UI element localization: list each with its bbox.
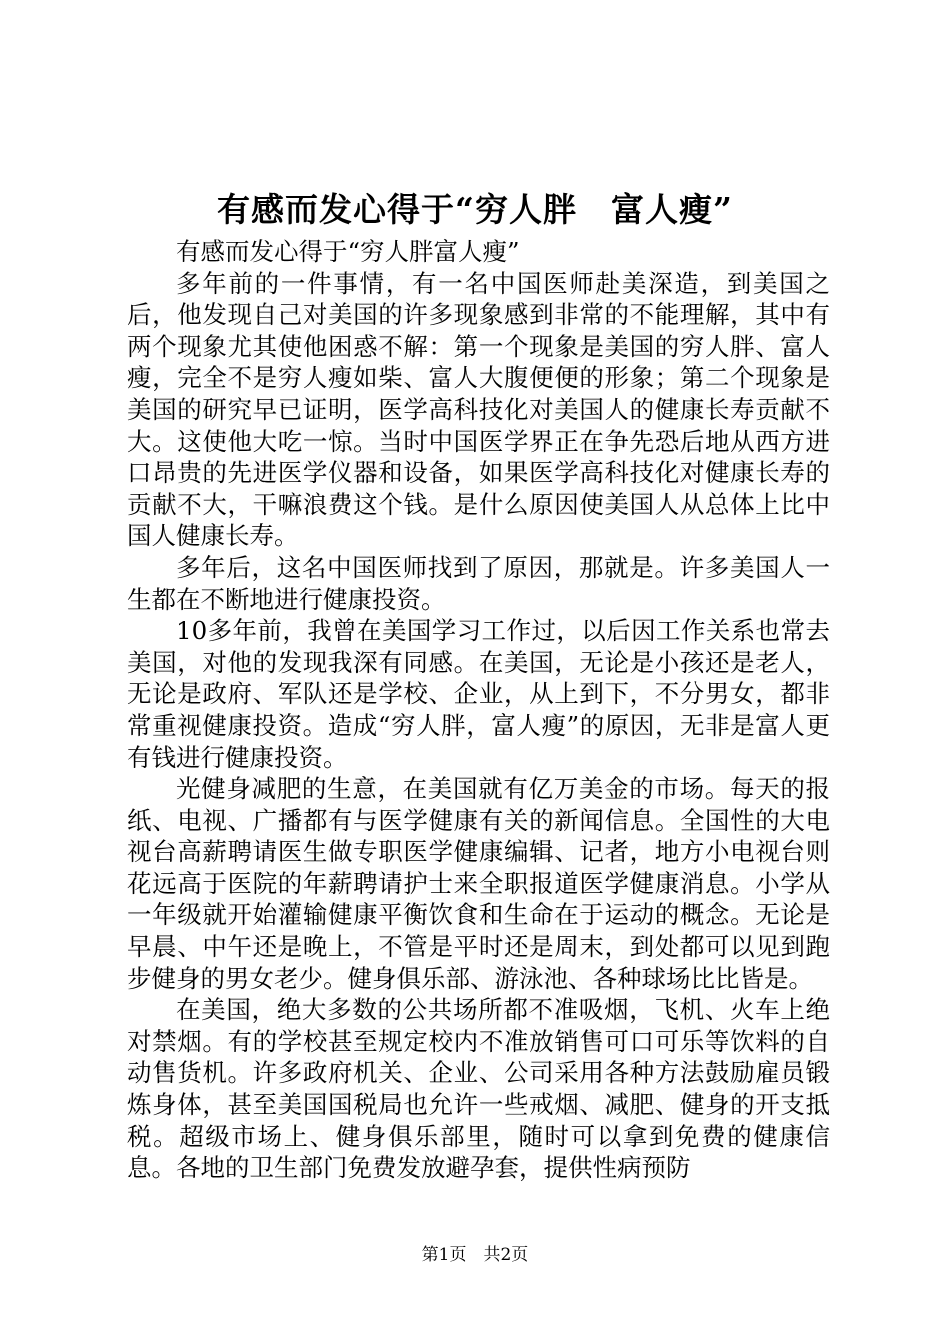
page-number-footer: 第1页 共2页 — [421, 1245, 529, 1265]
paragraph: 10多年前，我曾在美国学习工作过，以后因工作关系也常去美国，对他的发现我深有同感。在美国，无论是小孩还是老人，无论是政府、军队还是学校、企业，从上到下，不分男女，都非常重视健康投资。造成“穷人胖，富人瘦”的原因，无非是富人更有钱进行健康投资。 — [127, 616, 830, 772]
paragraph: 有感而发心得于“穷人胖富人瘦” — [176, 237, 520, 266]
paragraph: 在美国，绝大多数的公共场所都不准吸烟，飞机、火车上绝对禁烟。有的学校甚至规定校内不准放销售可口可乐等饮料的自动售货机。许多政府机关、企业、公司采用各种方法鼓励雇员锻炼身体，甚至美国国税局也允许一些戒烟、减肥、健身的开支抵税。超级市场上、健身俱乐部里，随时可以拿到免费的健康信息。各地的卫生部门免费发放避孕套，提供性病预防 — [127, 995, 830, 1183]
document-body — [127, 236, 830, 1184]
paragraph: 多年前的一件事情，有一名中国医师赴美深造，到美国之后，他发现自己对美国的许多现象感到非常的不能理解，其中有两个现象尤其使他困惑不解：第一个现象是美国的穷人胖、富人瘦，完全不是穷人瘦如柴、富人大腹便便的形象；第二个现象是美国的研究早已证明，医学高科技化对美国人的健康长寿贡献不大。这使他大吃一惊。当时中国医学界正在争先恐后地从西方进口昂贵的先进医学仪器和设备，如果医学高科技化对健康长寿的贡献不大，干嘛浪费这个钱。是什么原因使美国人从总体上比中国人健康长寿。 — [127, 268, 830, 551]
paragraph: 多年后，这名中国医师找到了原因，那就是。许多美国人一生都在不断地进行健康投资。 — [127, 552, 830, 614]
paragraph: 光健身减肥的生意，在美国就有亿万美金的市场。每天的报纸、电视、广播都有与医学健康有关的新闻信息。全国性的大电视台高薪聘请医生做专职医学健康编辑、记者，地方小电视台则花远高于医院的年薪聘请护士来全职报道医学健康消息。小学从一年级就开始灌输健康平衡饮食和生命在于运动的概念。无论是早晨、中午还是晚上，不管是平时还是周末，到处都可以见到跑步健身的男女老少。健身俱乐部、游泳池、各种球场比比皆是。 — [127, 774, 830, 993]
document-title: 有感而发心得于“穷人胖 富人瘦” — [217, 190, 733, 229]
